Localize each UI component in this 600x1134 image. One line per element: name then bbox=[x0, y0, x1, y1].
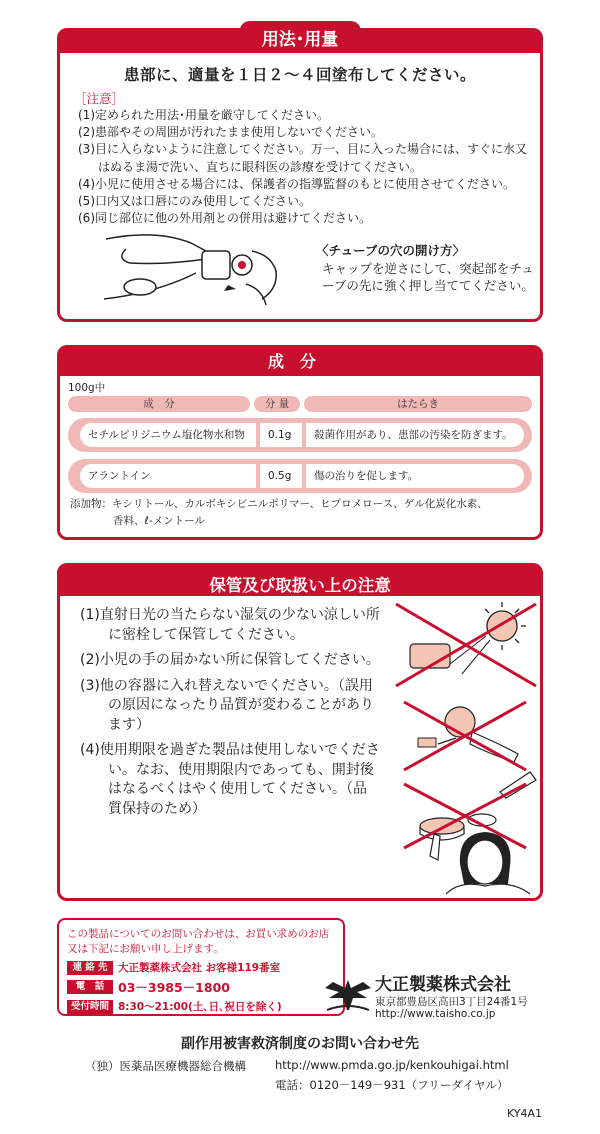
table-row bbox=[68, 418, 532, 452]
tube-opening-illustration bbox=[96, 229, 286, 315]
usage-title: 用法･用量 bbox=[240, 21, 361, 52]
relief-title: 副作用被害救済制度のお問い合わせ先 bbox=[181, 1036, 419, 1052]
contact-tag: 受付時間 bbox=[67, 1000, 113, 1014]
additives bbox=[70, 496, 488, 530]
caution-item: (4)小児に使用させる場合には、保護者の指導監督のもとに使用させてください。 bbox=[78, 176, 516, 191]
ingredients-header bbox=[60, 348, 540, 376]
storage-item: (1)直射日光の当たらない湿気の少ない涼しい所に密栓して保管してください。 bbox=[80, 607, 380, 643]
contact-row bbox=[67, 978, 335, 996]
storage-item: (4)使用期限を過ぎた製品は使用しないでください。なお、使用期限内であっても、開封後はなるべくはやく使用してください。（品質保持のため） bbox=[80, 742, 380, 817]
tube-text: キャップを逆さにして、突起部をチューブの先に強く押し当ててください。 bbox=[322, 261, 534, 293]
relief-org-line bbox=[85, 1058, 509, 1074]
storage-item: (2)小児の手の届かない所に保管してください。 bbox=[80, 652, 380, 668]
company-url[interactable]: http://www.taisho.co.jp bbox=[375, 1008, 496, 1020]
company-name: 大正製薬株式会社 bbox=[375, 975, 511, 995]
contact-value: 8:30～21:00(土､日､祝日を除く) bbox=[118, 1001, 282, 1013]
caution-item: (2)患部やその周囲が汚れたまま使用しないでください。 bbox=[78, 125, 384, 140]
usage-header bbox=[60, 31, 540, 53]
col-ingredient: 成 分 bbox=[68, 396, 250, 412]
ingredient-function: 傷の治りを促します。 bbox=[306, 464, 524, 488]
caution-item: (3)目に入らないように注意してください。万一、目に入った場合には、すぐに水又はぬるま湯で洗い、直ちに眼科医の診療を受けてください。 bbox=[78, 142, 528, 174]
contact-row bbox=[67, 960, 335, 975]
usage-section bbox=[57, 28, 543, 322]
storage-header bbox=[60, 566, 540, 596]
relief-tel: 電話：0120－149－931（フリーダイヤル） bbox=[275, 1078, 509, 1092]
tube-title: 〈チューブの穴の開け方〉 bbox=[316, 243, 466, 258]
caution-item: (6)同じ部位に他の外用剤との併用は避けてください。 bbox=[78, 211, 372, 226]
ingredient-amount: 0.5g bbox=[260, 464, 302, 488]
contact-intro: この製品についてのお問い合わせは、お買い求めのお店又は下記にお願い申し上げます。 bbox=[67, 928, 330, 955]
per-amount: 100g中 bbox=[68, 382, 106, 394]
usage-lead: 患部に、適量を１日２～４回塗布してください。 bbox=[123, 66, 476, 84]
storage-section bbox=[57, 563, 543, 901]
eagle-logo-icon bbox=[323, 974, 373, 1014]
storage-item: (3)他の容器に入れ替えないでください。（誤用の原因になったり品質が変わることがあります） bbox=[80, 677, 374, 733]
table-row bbox=[68, 459, 532, 493]
caution-list bbox=[78, 107, 530, 227]
ingredients-title: 成分 bbox=[267, 352, 332, 371]
col-function: はたらき bbox=[304, 396, 532, 412]
company-address: 東京都豊島区高田3丁目24番1号 bbox=[375, 996, 528, 1008]
col-amount: 分 量 bbox=[254, 396, 300, 412]
contact-row bbox=[67, 999, 335, 1014]
relief-url[interactable]: http://www.pmda.go.jp/kenkouhigai.html bbox=[275, 1058, 509, 1072]
contact-value: 大正製薬株式会社 お客様119番室 bbox=[118, 962, 281, 974]
ingredient-amount: 0.1g bbox=[260, 423, 302, 447]
caution-item: (5)口内又は口唇にのみ使用してください。 bbox=[78, 194, 311, 209]
caution-item: (1)定められた用法･用量を厳守してください。 bbox=[78, 108, 329, 122]
storage-illustrations bbox=[390, 594, 540, 899]
sun-icon bbox=[450, 602, 526, 674]
additive-line: 添加物：キシリトール、カルボキシビニルポリマー、ヒプロメロース、ゲル化炭化水素、 bbox=[70, 498, 488, 510]
contact-box bbox=[57, 918, 345, 1016]
product-code: KY4A1 bbox=[506, 1107, 542, 1120]
ingredient-name: アラントイン bbox=[80, 464, 256, 488]
contact-tag: 連 絡 先 bbox=[67, 961, 113, 975]
ingredients-table-header bbox=[68, 396, 532, 412]
ingredient-function: 殺菌作用があり、患部の汚染を防ぎます。 bbox=[306, 423, 524, 447]
ingredients-section bbox=[57, 345, 543, 540]
contact-phone: 03－3985－1800 bbox=[118, 980, 230, 995]
storage-title: 保管及び取扱い上の注意 bbox=[209, 576, 391, 595]
additive-line: 香料、ℓ-メントール bbox=[113, 515, 205, 527]
caution-label: ［注意］ bbox=[74, 91, 125, 106]
ingredient-name: セチルピリジニウム塩化物水和物 bbox=[80, 423, 256, 447]
relief-org: （独）医薬品医療機器総合機構 bbox=[85, 1059, 246, 1073]
storage-list bbox=[80, 606, 380, 825]
contact-tag: 電 話 bbox=[67, 980, 113, 994]
